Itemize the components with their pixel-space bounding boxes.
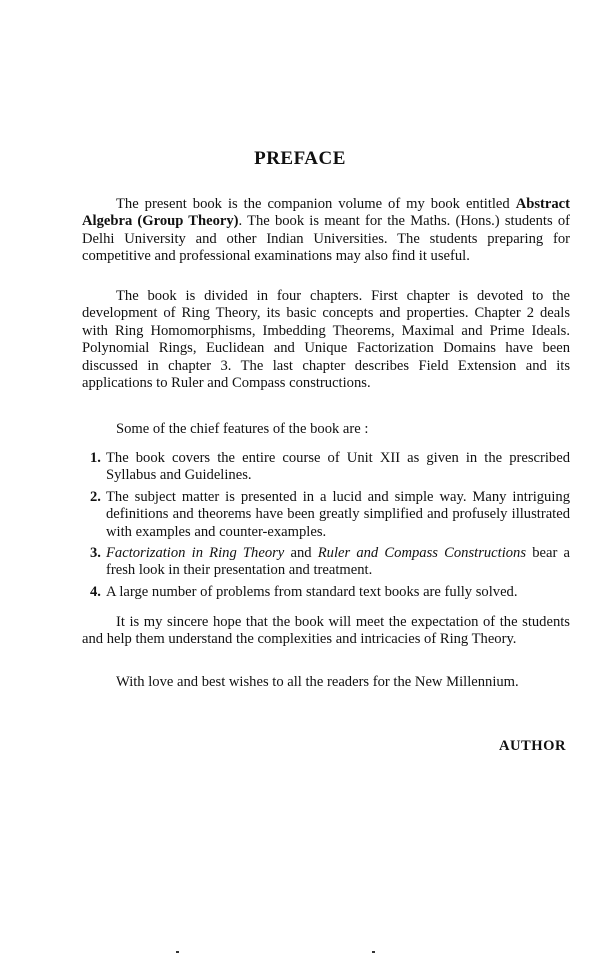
feature-number: 3. xyxy=(90,545,101,562)
companion-book-title: Abstract Algebra (Group Theory) xyxy=(82,196,570,230)
feature-text: A large number of problems from standard text books are fully solved. xyxy=(106,583,518,600)
page-title: PREFACE xyxy=(254,148,346,169)
feature-item-1 xyxy=(82,450,570,485)
intro-text-start: The present book is the companion volume of my book entitled xyxy=(116,196,516,212)
feature-item-4 xyxy=(82,584,570,601)
feature-number: 2. xyxy=(90,488,101,505)
scan-speck xyxy=(372,951,375,953)
feature-text-rest: bear a fresh look in their presentation and treatment. xyxy=(106,545,570,579)
feature-connector: and xyxy=(284,545,318,562)
paragraph-chapters xyxy=(82,288,570,392)
wishes-text: With love and best wishes to all the readers for the New Millennium. xyxy=(116,674,519,690)
scan-speck xyxy=(176,951,179,953)
paragraph-hope xyxy=(82,614,570,649)
feature-item-2 xyxy=(82,489,570,541)
feature-text: The subject matter is presented in a lucid and simple way. Many intriguing definitions and theorems have been greatly simplified and profusely illustrated with examples and counter-examples. xyxy=(106,488,570,540)
chapters-text: The book is divided in four chapters. First chapter is devoted to the development of Ring Theory, its basic concepts and properties. Chapter 2 deals with Ring Homomorphisms, Imbedding Theorems, Maximal and Prime Ideals. Polynomial Rings, Euclidean and Unique Factorization Domains have been discussed in chapter 3. The last chapter describes Field Extension and its applications to Ruler and Compass constructions. xyxy=(82,288,570,392)
hope-text: It is my sincere hope that the book will meet the expectation of the students and help them understand the complexities and intricacies of Ring Theory. xyxy=(82,614,570,648)
feature-italic-title-2: Ruler and Compass Constructions xyxy=(317,545,527,562)
feature-number: 4. xyxy=(90,583,101,600)
intro-text-end: . The book is meant for the Maths. (Hons.) students of Delhi University and other Indian Universities. The students preparing for competitive and professional examinations may also find it useful. xyxy=(82,213,570,265)
features-intro-text: Some of the chief features of the book are : xyxy=(116,421,369,437)
feature-italic-title-1: Factorization in Ring Theory xyxy=(106,545,285,562)
feature-number: 1. xyxy=(90,450,101,466)
author-signature: AUTHOR xyxy=(498,738,566,754)
paragraph-wishes xyxy=(82,674,570,691)
features-list xyxy=(82,450,570,605)
feature-item-3 xyxy=(82,545,570,580)
paragraph-intro xyxy=(82,196,570,266)
paragraph-features-intro xyxy=(82,421,570,438)
feature-text: The book covers the entire course of Unit XII as given in the prescribed Syllabus and Guidelines. xyxy=(106,450,570,484)
